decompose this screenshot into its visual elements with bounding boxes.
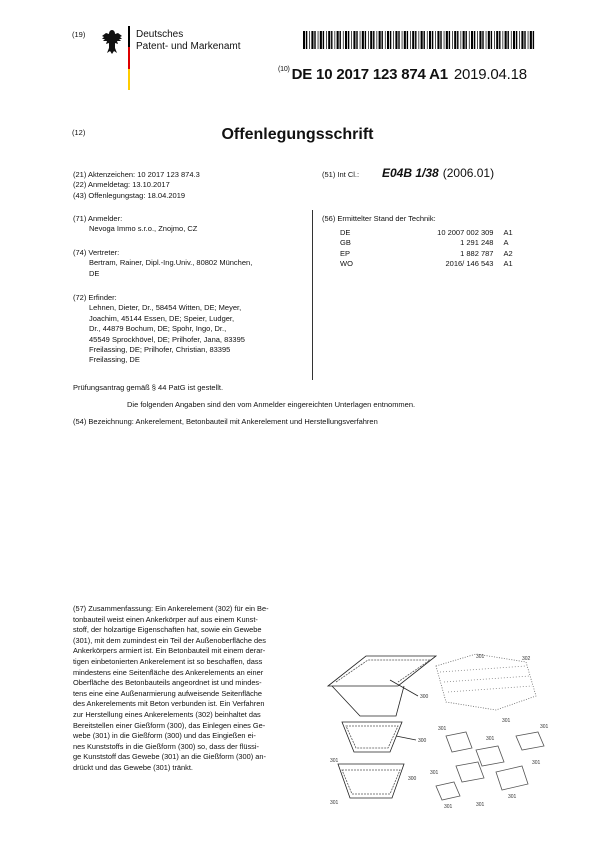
abstract-line: drückt und das Gewebe (301) tränkt. (73, 762, 193, 772)
designation: (54) Bezeichnung: Ankerelement, Betonbauteil mit Ankerelement und Herstellungsverfahren (73, 417, 378, 426)
figure-label: 301 (502, 718, 511, 724)
barcode-bar (469, 31, 470, 49)
barcode-bar (362, 31, 364, 49)
representative-line: Bertram, Rainer, Dipl.-Ing.Univ., 80802 München, (89, 258, 253, 268)
abstract-line: tigen einbetonierten Ankerelement ist so beschaffen, dass (73, 656, 263, 666)
barcode-bar (454, 31, 456, 49)
barcode-bar (432, 31, 433, 49)
leader-300a (390, 680, 418, 696)
barcode-bar (466, 31, 467, 49)
barcode-bar (335, 31, 336, 49)
barcode-bar (351, 31, 352, 49)
fabric-layer (336, 660, 430, 682)
prior-art-row: WO 2016/ 146 543 A1 (340, 259, 513, 269)
barcode-bar (477, 31, 478, 49)
leader-300b (396, 736, 416, 740)
abstract-line: (57) Zusammenfassung: Ein Ankerelement (302) für ein Be- (73, 604, 269, 613)
prior-art-row: DE 10 2007 002 309 A1 (340, 228, 513, 237)
ipc-version: (2006.01) (442, 166, 495, 180)
inventor-line: 45549 Sprockhövel, DE; Prilhofer, Jana, 83395 (89, 334, 245, 344)
abstract-line: tonbauteil weist einen Ankerkörper auf aus einem Kunst- (73, 614, 258, 624)
figure-label: 301 (438, 726, 447, 732)
abstract-line: webe (301) in die Gießform (300) und das Eingießen ei- (73, 731, 256, 741)
abstract-line: ge Kunststoff das Gewebe (301) an die Gießform (300) an- (73, 752, 266, 762)
publication-date: 2019.04.18 (453, 66, 527, 83)
barcode-bar (435, 31, 436, 49)
figure-label: 302 (522, 656, 531, 662)
inventor-line: Freilassing, DE; Prilhofer, Christian, 83395 (89, 345, 231, 355)
abstract-line: des Ankerelements mit Beton verbunden ist. Ein Verfahren (73, 699, 265, 709)
mould-body-3 (338, 764, 404, 798)
barcode-bar (516, 31, 517, 49)
barcode-bar (474, 31, 475, 49)
inventor-line: Freilassing, DE (89, 355, 140, 365)
applicant-block (73, 214, 197, 235)
barcode-bar (385, 31, 386, 49)
inventor-line: Joachim, 45144 Essen, DE; Speier, Ludger, (89, 313, 235, 323)
barcode-bar (393, 31, 394, 49)
barcode-bar (533, 31, 534, 49)
barcode-bar (471, 31, 473, 49)
barcode (303, 31, 538, 49)
barcode-bar (303, 31, 305, 49)
barcode-bar (377, 31, 378, 49)
figure-label: 301 (330, 800, 339, 806)
federal-eagle-logo (100, 28, 124, 56)
barcode-bar (328, 31, 330, 49)
barcode-bar (368, 31, 369, 49)
barcode-bar (343, 31, 344, 49)
barcode-bar (528, 31, 529, 49)
barcode-bar (488, 31, 490, 49)
barcode-bar (395, 31, 397, 49)
barcode-bar (463, 31, 465, 49)
inventor-line: Lehnen, Dieter, Dr., 58454 Witten, DE; Meyer, (89, 303, 242, 313)
inventors-block (73, 293, 245, 366)
barcode-bar (452, 31, 453, 49)
inid-code-12: (12) (72, 128, 86, 137)
barcode-bar (482, 31, 483, 49)
abstract-figure (326, 636, 558, 814)
flag-gold (128, 69, 130, 90)
applicant-name: Nevoga Immo s.r.o., Znojmo, CZ (89, 224, 198, 234)
barcode-bar (390, 31, 391, 49)
barcode-bar (360, 31, 361, 49)
inid-code-19: (19) (72, 30, 86, 39)
office-name (136, 29, 241, 53)
barcode-bar (348, 31, 349, 49)
filing-date: (22) Anmeldetag: 13.10.2017 (73, 180, 170, 190)
abstract-line: (301), mit dem zumindest ein Teil der Außenoberfläche des (73, 635, 266, 645)
barcode-bar (340, 31, 341, 49)
barcode-bar (326, 31, 327, 49)
application-number: (21) Aktenzeichen: 10 2017 123 874.3 (73, 170, 200, 179)
barcode-bar (521, 31, 523, 49)
barcode-bar (331, 31, 332, 49)
abstract-line: nes Kunststoffs in die Gießform (300) so, dass der flüssi- (73, 741, 259, 751)
ipc-class (382, 168, 494, 178)
german-flag-bar (128, 26, 130, 90)
barcode-bar (402, 31, 403, 49)
barcode-bar (379, 31, 381, 49)
figure-label: 301 (476, 654, 485, 660)
office-name-line2: Patent- und Markenamt (136, 41, 241, 52)
barcode-bar (424, 31, 425, 49)
abstract-line: Bereitstellen einer Gießform (300), das Einlegen eines Ge- (73, 720, 266, 730)
anchor-fragment (496, 766, 528, 790)
barcode-bar (407, 31, 408, 49)
barcode-bar (444, 31, 445, 49)
abstract-line: Oberfläche des Betonbauteils angeordnet ist und mindes- (73, 678, 262, 688)
representative-line: DE (89, 268, 100, 278)
barcode-bar (311, 31, 313, 49)
barcode-bar (410, 31, 411, 49)
examination-note: Prüfungsantrag gemäß § 44 PatG ist gestellt. (73, 383, 224, 392)
barcode-bar (306, 31, 307, 49)
prior-art-row: GB 1 291 248 A (340, 238, 509, 248)
barcode-bar (429, 31, 431, 49)
barcode-bar (524, 31, 525, 49)
barcode-bar (415, 31, 416, 49)
figure-label: 301 (430, 770, 439, 776)
anchor-fragment (446, 732, 472, 752)
figure-label: 301 (476, 802, 485, 808)
figure-label: 301 (540, 724, 549, 730)
barcode-bar (382, 31, 383, 49)
barcode-bar (412, 31, 414, 49)
figure-label: 301 (444, 804, 453, 810)
barcode-bar (387, 31, 389, 49)
barcode-bar (309, 31, 310, 49)
prior-art-table (340, 228, 530, 270)
barcode-bar (457, 31, 458, 49)
barcode-bar (530, 31, 532, 49)
abstract-line: stoff, der holzartige Eigenschaften hat, sowie ein Gewebe (73, 625, 262, 635)
ipc-label: (51) Int Cl.: (322, 170, 360, 179)
figure-label: 301 (486, 736, 495, 742)
barcode-bar (427, 31, 428, 49)
abstract-line: zur Herstellung eines Ankerelements (302) beinhaltet das (73, 709, 261, 719)
figure-label: 301 (330, 758, 339, 764)
anchor-element-hatched (436, 654, 536, 710)
figure-label: 300 (418, 738, 427, 744)
prior-art-label: (56) Ermittelter Stand der Technik: (322, 214, 436, 223)
barcode-bar (440, 31, 441, 49)
figure-label: 301 (508, 794, 517, 800)
anchor-fragment (456, 762, 484, 782)
anchor-fragment (516, 732, 544, 750)
barcode-bar (519, 31, 520, 49)
barcode-bar (437, 31, 439, 49)
representative-label: (74) Vertreter: (73, 248, 120, 257)
mould-top (328, 656, 436, 686)
figure-label: 300 (420, 694, 429, 700)
anchor-fragment (476, 746, 504, 766)
barcode-bar (511, 31, 512, 49)
flag-black (128, 26, 130, 47)
barcode-bar (486, 31, 487, 49)
office-name-line1: Deutsches (136, 29, 184, 40)
barcode-bar (513, 31, 515, 49)
representative-block (73, 248, 252, 279)
barcode-bar (320, 31, 322, 49)
barcode-bar (404, 31, 406, 49)
barcode-bar (446, 31, 448, 49)
laid-open-date: (43) Offenlegungstag: 18.04.2019 (73, 190, 186, 200)
barcode-bar (499, 31, 500, 49)
ipc-class-code: E04B 1/38 (382, 166, 439, 180)
barcode-bar (494, 31, 495, 49)
publication-number: DE 10 2017 123 874 A1 (291, 66, 448, 83)
barcode-bar (356, 31, 357, 49)
inid-code-10: (10) (278, 66, 290, 73)
barcode-bar (323, 31, 324, 49)
flag-red (128, 47, 130, 68)
applicant-label: (71) Anmelder: (73, 214, 123, 223)
barcode-bar (373, 31, 374, 49)
barcode-bar (318, 31, 319, 49)
barcode-bar (449, 31, 450, 49)
barcode-bar (503, 31, 504, 49)
ipc-classification (322, 166, 495, 180)
barcode-bar (314, 31, 315, 49)
barcode-bar (496, 31, 498, 49)
barcode-bar (479, 31, 481, 49)
applicant-notice: Die folgenden Angaben sind den vom Anmelder eingereichten Unterlagen entnommen. (127, 400, 416, 409)
mould-body-1 (332, 686, 404, 716)
barcode-bar (337, 31, 339, 49)
figure-label: 301 (532, 760, 541, 766)
prior-art-row: EP 1 882 787 A2 (340, 248, 513, 258)
figure-label: 300 (408, 776, 417, 782)
barcode-bar (345, 31, 347, 49)
anchor-fragment (436, 782, 460, 800)
barcode-bar (370, 31, 372, 49)
abstract-line: Ankerkörpers armiert ist. Ein Betonbauteil mit einem derar- (73, 646, 266, 656)
document-title: Offenlegungsschrift (221, 126, 374, 143)
barcode-bar (505, 31, 507, 49)
abstract (73, 604, 313, 774)
bibliographic-data (73, 170, 200, 201)
barcode-bar (508, 31, 509, 49)
publication-number-line (278, 66, 527, 83)
barcode-bar (421, 31, 423, 49)
barcode-bar (491, 31, 492, 49)
barcode-bar (353, 31, 355, 49)
barcode-bar (461, 31, 462, 49)
inventors-label: (72) Erfinder: (73, 293, 117, 302)
barcode-bar (398, 31, 399, 49)
barcode-bar (365, 31, 366, 49)
abstract-line: tens eine eine Außenarmierung aufweisende Seitenfläche (73, 688, 262, 698)
abstract-line: mindestens eine Seitenfläche des Ankerelements an einer (73, 667, 264, 677)
barcode-bar (419, 31, 420, 49)
column-divider (312, 210, 313, 380)
inventor-line: Dr., 44879 Bochum, DE; Spohr, Ingo, Dr., (89, 324, 227, 334)
